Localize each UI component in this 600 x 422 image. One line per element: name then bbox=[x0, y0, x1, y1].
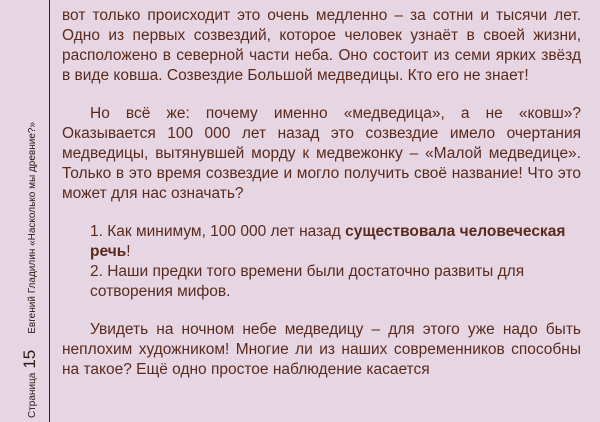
conclusion-item-1-prefix: 1. Как минимум, 100 000 лет назад bbox=[90, 223, 346, 240]
paragraph-1: вот только происходит это очень медленно – за сотни и тысячи лет. Одно из первых созвездий, которое человек узнаёт в своей жизни, расположено в северной части неба. Оно состоит из семи ярких звёзд в виде ковша. Созвездие Большой медведицы. Кто его не знает! bbox=[62, 7, 581, 84]
paragraph-3: Увидеть на ночном небе медведицу – для этого уже надо быть неплохим художником! Многие ли из наших современников способны на такое? Ещё одно простое наблюдение касается bbox=[62, 321, 581, 378]
conclusion-item-1-suffix: ! bbox=[126, 243, 131, 260]
paragraph-2: Но всё же: почему именно «медведица», а не «ковш»? Оказывается 100 000 лет назад это созвездие имело очертания медведицы, вытянувшей морду к медвежонку – «Малой медведице». Только в это время созвездие и могло получить своё название! Что это может для нас означать? bbox=[62, 105, 581, 202]
conclusion-item-1 bbox=[90, 222, 581, 262]
page-sidebar bbox=[20, 122, 40, 418]
conclusion-item-1-bold: существовала человеческая речь bbox=[90, 223, 566, 260]
conclusion-item-2: 2. Наши предки того времени были достаточно развиты для сотворения мифов. bbox=[90, 263, 525, 300]
conclusions-list bbox=[90, 222, 581, 302]
page-number: 15 bbox=[20, 349, 39, 369]
page-label: Страница bbox=[27, 372, 38, 418]
margin-rule bbox=[49, 0, 50, 422]
running-header-author-title: Евгений Гладилин «Насколько мы древние?» bbox=[27, 121, 38, 334]
page-body bbox=[62, 6, 581, 380]
